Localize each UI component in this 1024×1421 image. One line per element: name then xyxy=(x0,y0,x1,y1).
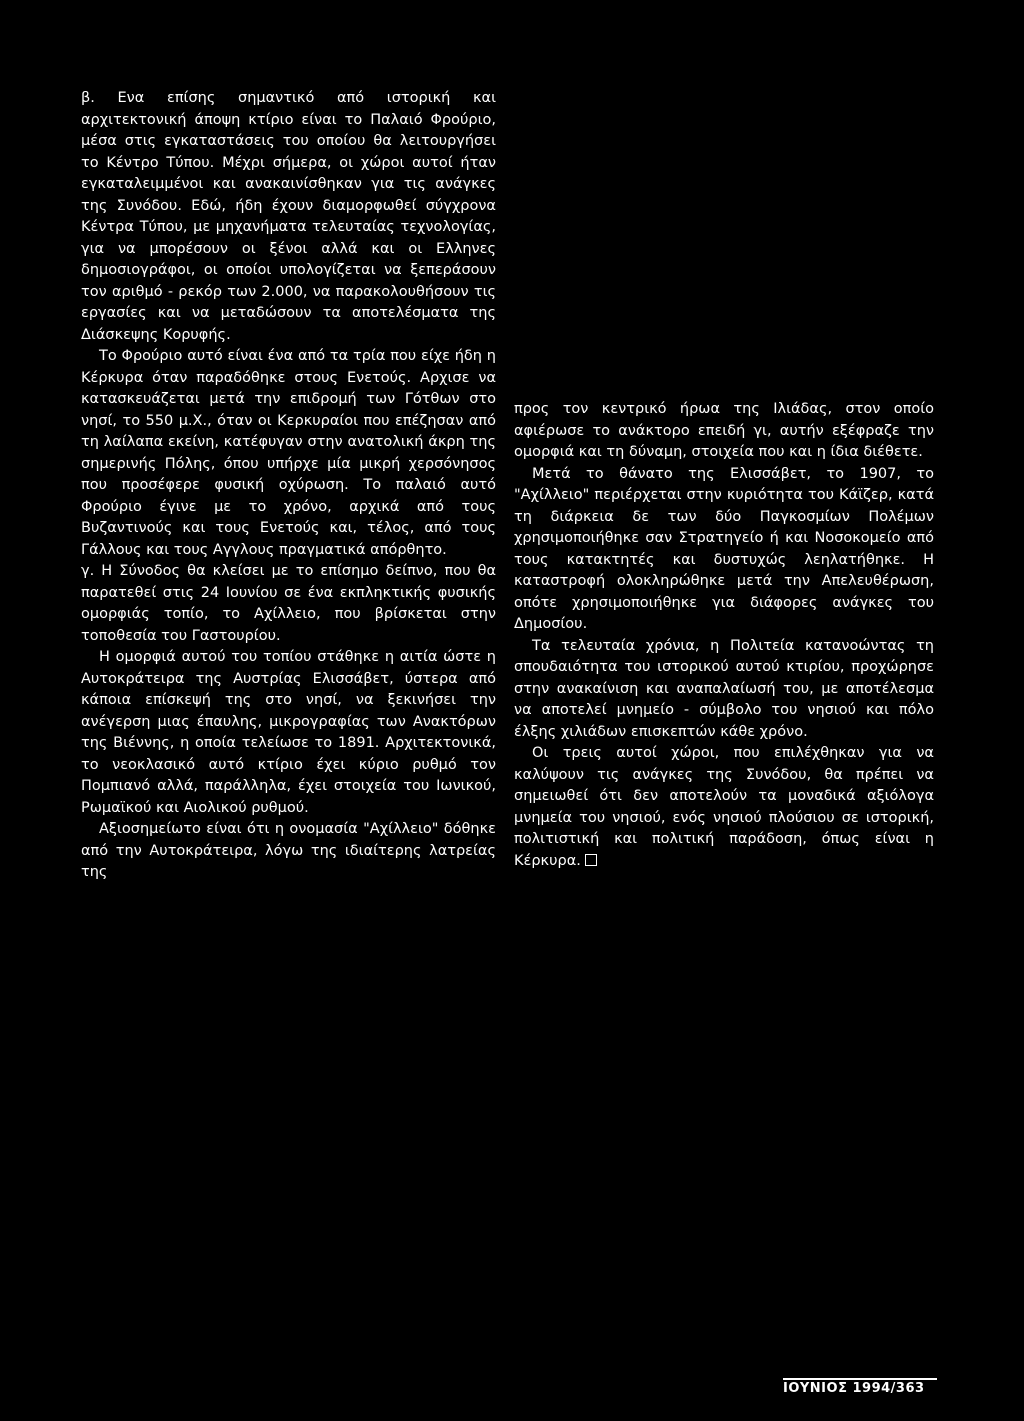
paragraph: Τα τελευταία χρόνια, η Πολιτεία κατανοώντας τη σπουδαιότητα του ιστορικού αυτού κτιρίου, προχώρησε στην ανακαίνιση και αναπαλαίωσή του, με αποτέλεσμα να αποτελεί μνημείο - σύμβολο του νησιού και πόλο έλξης χιλιάδων επισκεπτών κάθε χρόνο. xyxy=(514,637,934,740)
paragraph: Η ομορφιά αυτού του τοπίου στάθηκε η αιτία ώστε η Αυτοκράτειρα της Αυστρίας Ελισσάβετ, ύστερα από κάποια επίσκεψή της στο νησί, να ξεκινήσει την ανέγερση μιας έπαυλης, μικρογραφίας των Ανακτόρων της Βιέννης, η οποία τελείωσε το 1891. Αρχιτεκτονικά, το νεοκλασικό αυτό κτίριο έχει κύριο ρυθμό τον Πομπιανό αλλά, παράλληλα, έχει στοιχεία του Ιωνικού, Ρωμαϊκού και Αιολικού ρυθμού. xyxy=(81,649,496,816)
paragraph: Μετά το θάνατο της Ελισσάβετ, το 1907, το "Αχίλλειο" περιέρχεται στην κυριότητα του Κάϊζερ, κατά τη διάρκεια δε των δύο Παγκοσμίων Πολέμων χρησιμοποιήθηκε σαν Στρατηγείο ή και Νοσοκομείο από τους κατακτητές και δυστυχώς λεηλατήθηκε. Η καταστροφή ολοκληρώθηκε μετά την Απελευθέρωση, οπότε χρησιμοποιήθηκε για διάφορες ανάγκες του Δημοσίου. xyxy=(514,465,934,632)
page-footer xyxy=(783,1381,925,1396)
paragraph: γ. Η Σύνοδος θα κλείσει με το επίσημο δείπνο, που θα παρατεθεί στις 24 Ιουνίου σε ένα εκπληκτικής φυσικής ομορφιάς τοπίο, το Αχίλλειο, που βρίσκεται στην τοποθεσία του Γαστουρίου. xyxy=(81,563,496,644)
footer-rule xyxy=(783,1378,937,1380)
left-text-column xyxy=(81,88,496,884)
end-mark-square-icon xyxy=(585,854,597,866)
paragraph-text: Οι τρεις αυτοί χώροι, που επιλέχθηκαν για να καλύψουν τις ανάγκες της Συνόδου, θα πρέπει να σημειωθεί ότι δεν αποτελούν τα μοναδικά αξιόλογα μνημεία του νησιού, ενός νησιού πλούσιου σε ιστορική, πολιτιστική και πολιτική παράδοση, όπως είναι η Κέρκυρα. xyxy=(514,745,934,869)
paragraph: β. Ενα επίσης σημαντικό από ιστορική και αρχιτεκτονική άποψη κτίριο είναι το Παλαιό Φρούριο, μέσα στις εγκαταστάσεις του οποίου θα λειτουργήσει το Κέντρο Τύπου. Μέχρι σήμερα, οι χώροι αυτοί ήταν εγκαταλειμμένοι και ανακαινίσθηκαν για τις ανάγκες της Συνόδου. Εδώ, ήδη έχουν διαμορφωθεί σύγχρονα Κέντρα Τύπου, με μηχανήματα τελευταίας τεχνολογίας, για να μπορέσουν οι ξένοι αλλά και οι Ελληνες δημοσιογράφοι, οι οποίοι υπολογίζεται να ξεπεράσουν τον αριθμό - ρεκόρ των 2.000, να παρακολουθήσουν τις εργασίες και να μεταδώσουν τα αποτελέσματα της Διάσκεψης Κορυφής. xyxy=(81,90,496,343)
right-text-column xyxy=(514,399,934,872)
paragraph: προς τον κεντρικό ήρωα της Ιλιάδας, στον οποίο αφιέρωσε το ανάκτορο επειδή γι, αυτήν εξέφραζε την ομορφιά και τη δύναμη, στοιχεία που και η ίδια διέθετε. xyxy=(514,401,934,460)
paragraph: Αξιοσημείωτο είναι ότι η ονομασία "Αχίλλειο" δόθηκε από την Αυτοκράτειρα, λόγω της ιδιαίτερης λατρείας της xyxy=(81,821,496,880)
paragraph-final xyxy=(514,743,934,872)
issue-page-number: ΙΟΥΝΙΟΣ 1994/363 xyxy=(783,1381,925,1396)
paragraph: Το Φρούριο αυτό είναι ένα από τα τρία που είχε ήδη η Κέρκυρα όταν παραδόθηκε στους Ενετούς. Αρχισε να κατασκευάζεται μετά την επιδρομή των Γότθων στο νησί, το 550 μ.Χ., όταν οι Κερκυραίοι που επέζησαν από τη λαίλαπα εκείνη, κατέφυγαν στην ανατολική άκρη της σημερινής Πόλης, όπου υπήρχε μία μικρή χερσόνησος που προσέφερε φυσική οχύρωση. Το παλαιό αυτό Φρούριο έγινε με το χρόνο, αρχικά από τους Βυζαντινούς και τους Ενετούς και, τέλος, από τους Γάλλους και τους Αγγλους πραγματικά απόρθητο. xyxy=(81,348,496,558)
